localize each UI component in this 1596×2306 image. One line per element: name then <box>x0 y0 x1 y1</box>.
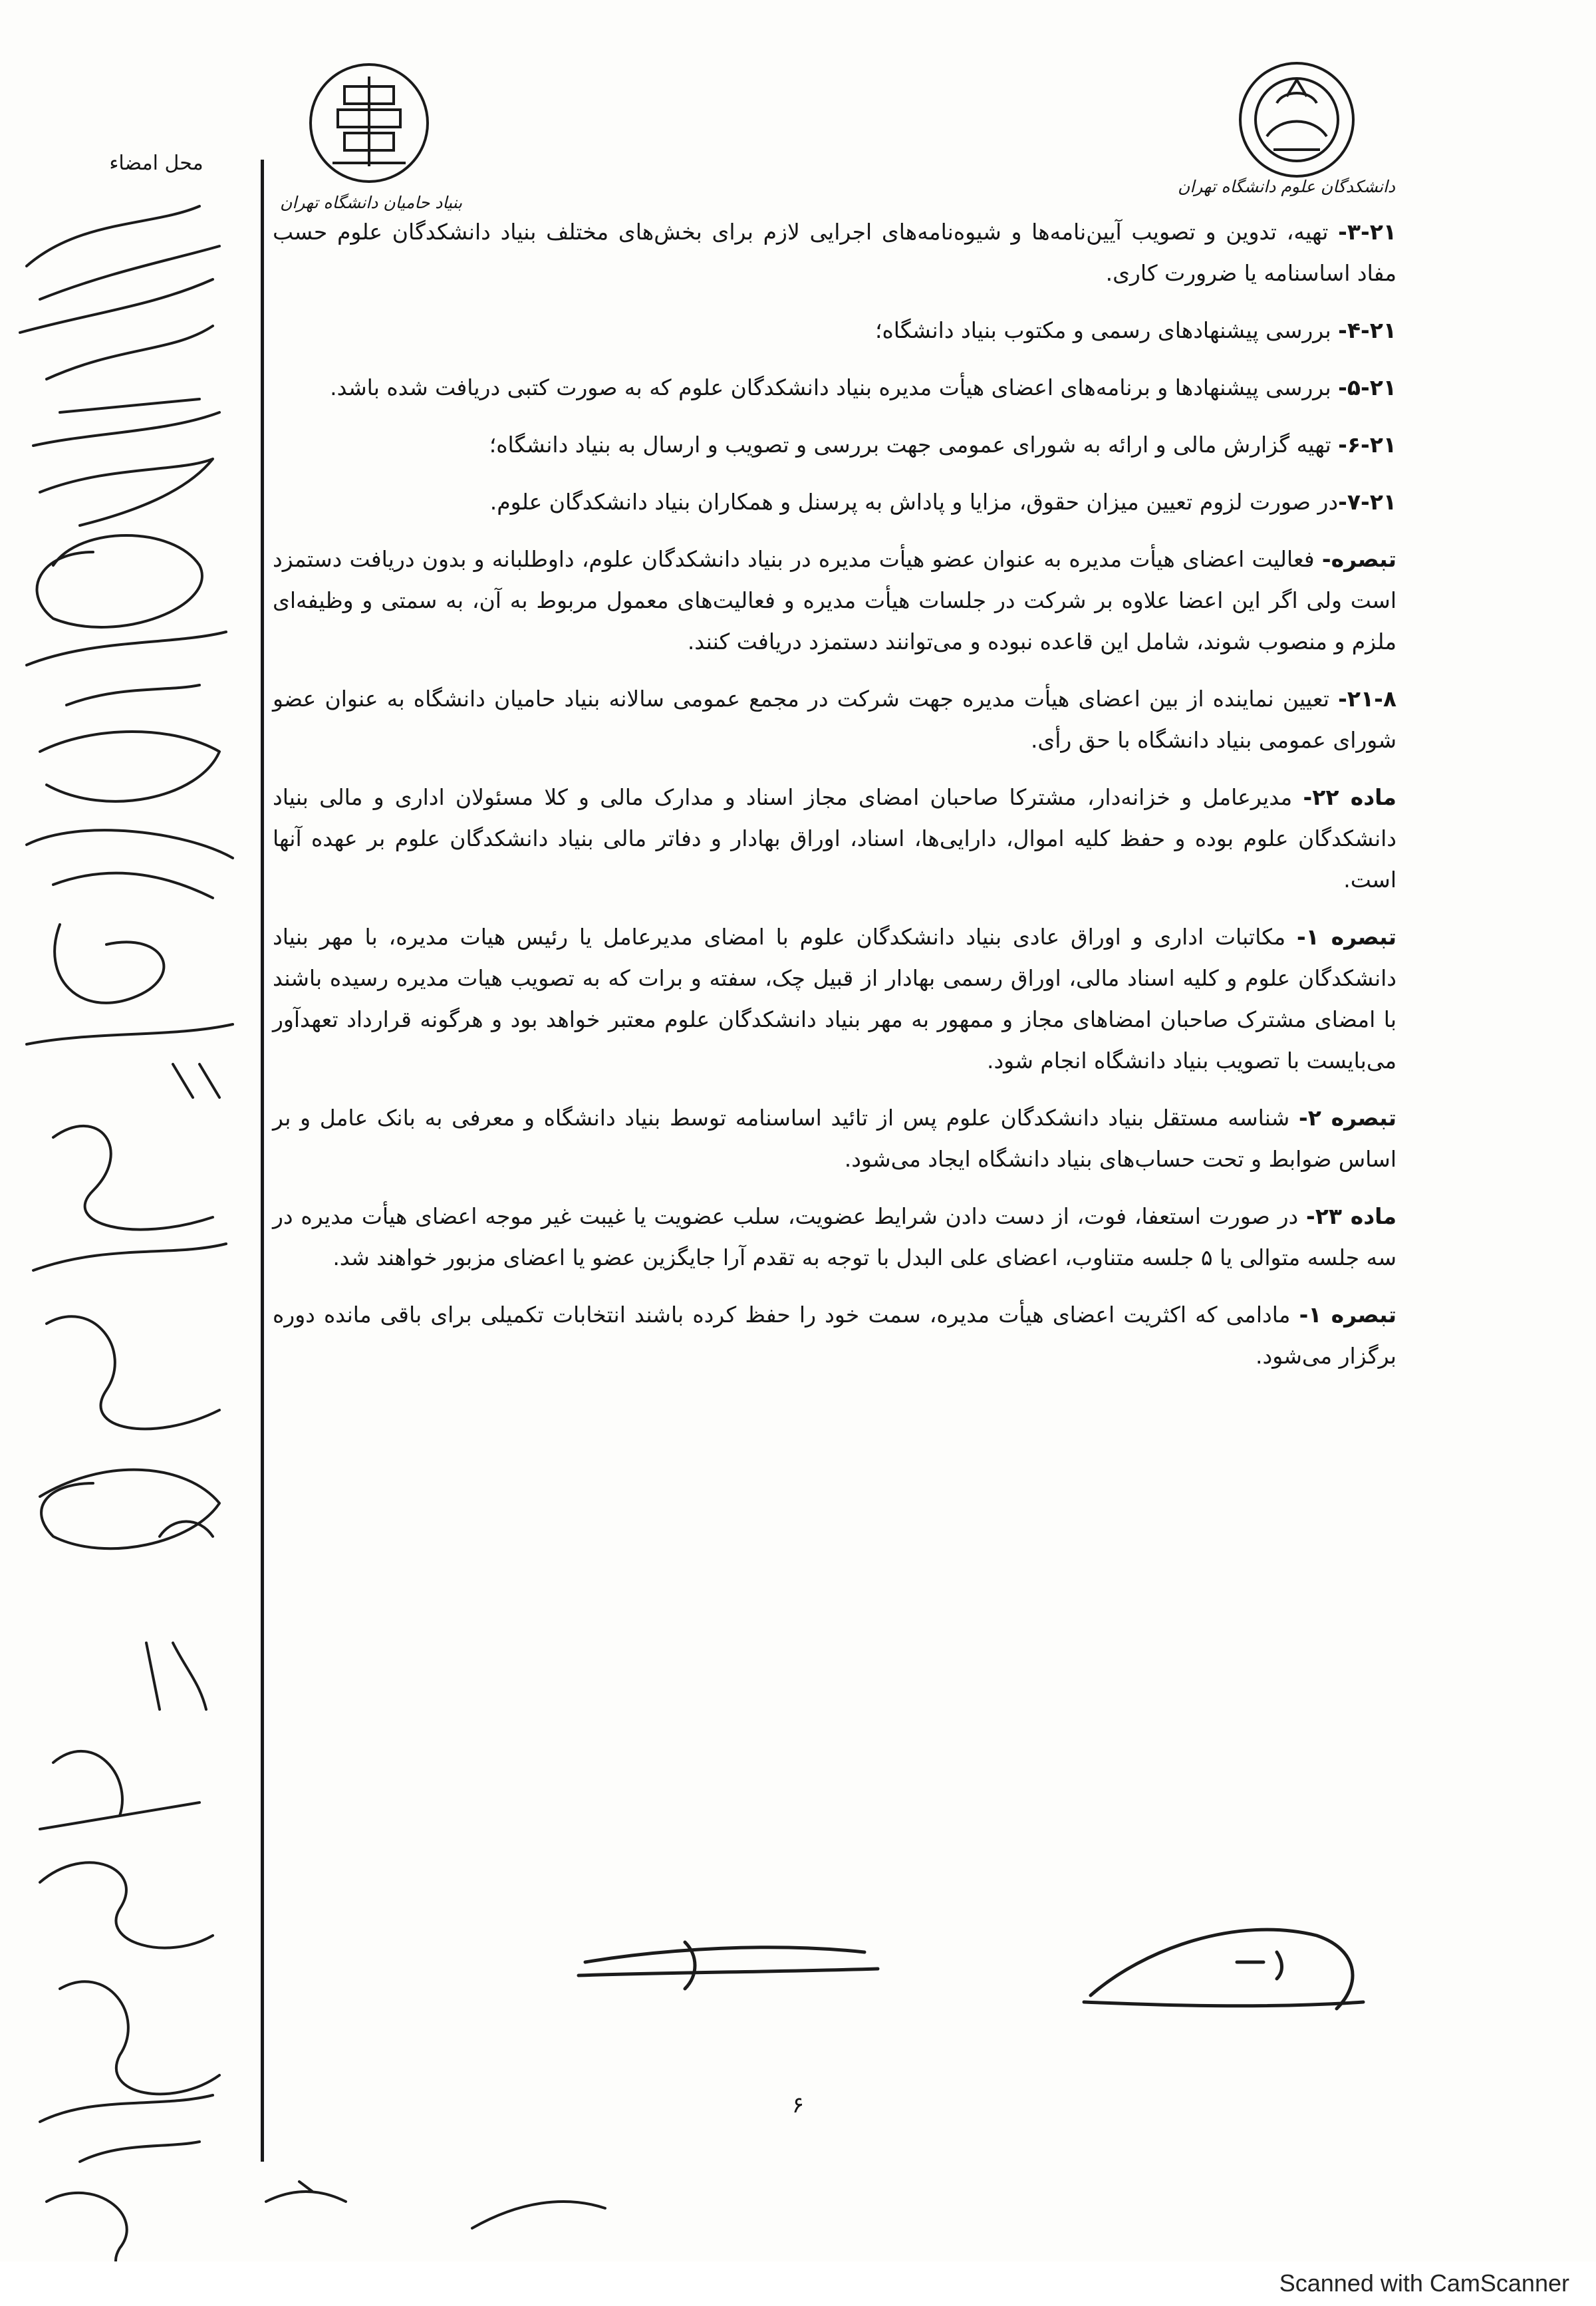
article-22 <box>273 777 1396 901</box>
clause-21-7 <box>273 482 1396 523</box>
article-label: ماده ۲۲- <box>1303 784 1396 810</box>
note-label: تبصره ۱- <box>1296 924 1396 950</box>
signature-area-label: محل امضاء <box>109 152 203 175</box>
note-22-2 <box>273 1097 1396 1180</box>
note-22-1 <box>273 917 1396 1081</box>
note-label: تبصره ۱- <box>1299 1302 1396 1328</box>
article-text: در صورت استعفا، فوت، از دست دادن شرایط عضویت، سلب عضویت یا غیبت غیر موجه اعضای هیأت مدیره در سه جلسه متوالی یا ۵ جلسه متناوب، اعضای علی البدل با توجه به تقدم آرا جایگزین عضو یا اعضای مزبور خواهند شد. <box>273 1203 1396 1270</box>
clause-21-5 <box>273 367 1396 408</box>
article-text: مدیرعامل و خزانه‌دار، مشترکا صاحبان امضای مجاز اسناد و مدارک مالی و کلا مسئولان اداری و مالی بنیاد دانشکدگان علوم بوده و حفظ کلیه اموال، دارایی‌ها، اسناد، اوراق بهادار و دفاتر مالی بنیاد دانشکدگان علوم بر عهده آنها است. <box>273 784 1396 893</box>
scanner-watermark-text: Scanned with CamScanner <box>1279 2269 1569 2297</box>
page-number: ۶ <box>791 2092 805 2118</box>
university-emblem-icon <box>1217 57 1377 190</box>
note-text: شناسه مستقل بنیاد دانشکدگان علوم پس از تائید اساسنامه توسط بنیاد دانشگاه و معرفی به بانک عامل و بر اساس ضوابط و تحت حساب‌های بنیاد دانشگاه ایجاد می‌شود. <box>273 1105 1396 1172</box>
article-23 <box>273 1196 1396 1278</box>
foundation-seal-icon <box>293 57 446 190</box>
clause-text: بررسی پیشنهادها و برنامه‌های اعضای هیأت مدیره بنیاد دانشکدگان علوم که به صورت کتبی دریافت شده باشد. <box>330 374 1339 400</box>
clause-text: تهیه، تدوین و تصویب آیین‌نامه‌ها و شیوه‌نامه‌های اجرایی لازم برای بخش‌های مختلف بنیاد دانشکدگان علوم حسب مفاد اساسنامه یا ضرورت کاری. <box>273 219 1396 286</box>
clause-number: ۵-۲۱- <box>1338 374 1396 400</box>
note-label: تبصره ۲- <box>1299 1105 1396 1131</box>
clause-number: ۷-۲۱- <box>1338 489 1396 515</box>
clause-number: ۲۱-۸- <box>1338 686 1396 712</box>
clause-21-3 <box>273 212 1396 294</box>
clause-number: ۳-۲۱- <box>1338 219 1396 245</box>
clause-text: تهیه گزارش مالی و ارائه به شورای عمومی جهت بررسی و تصویب و ارسال به بنیاد دانشگاه؛ <box>489 432 1339 458</box>
note-label: تبصره- <box>1321 546 1396 572</box>
foundation-logo-caption: بنیاد حامیان دانشگاه تهران <box>279 193 463 212</box>
note-text: فعالیت اعضای هیأت مدیره به عنوان عضو هیأت مدیره در بنیاد دانشکدگان علوم، داوطلبانه و بدون دریافت دستمزد است ولی اگر این اعضا علاوه بر شرکت در جلسات هیأت مدیره و فعالیت‌های معمول مربوط به آن، به سمتی و وظیفه‌ای ملزم و منصوب شوند، شامل این قاعده نبوده و می‌توانند دستمزد دریافت کنند. <box>273 546 1396 654</box>
margin-signatures <box>0 180 259 2261</box>
footer-initials <box>253 2162 718 2248</box>
margin-divider <box>261 160 264 2162</box>
note-23-1 <box>273 1294 1396 1377</box>
clause-text: تعیین نماینده از بین اعضای هیأت مدیره جهت شرکت در مجمع عمومی سالانه بنیاد حامیان دانشگاه به عنوان عضو شورای عمومی بنیاد دانشگاه با حق رأی. <box>273 686 1396 753</box>
note-text: مکاتبات اداری و اوراق عادی بنیاد دانشکدگان علوم با امضای مدیرعامل یا رئیس هیات مدیره، با مهر بنیاد دانشکدگان علوم و کلیه اسناد مالی، اوراق رسمی بهادار از قبیل چک، سفته و برات که به تصویب هیات مدیره رسیده باشند با امضای مشترک صاحبان امضاهای مجاز و ممهور به مهر بنیاد دانشکدگان علوم معتبر خواهد بود و هرگونه قرارداد تعهدآور می‌بایست با تصویب بنیاد دانشگاه انجام شود. <box>273 924 1396 1074</box>
clause-number: ۴-۲۱- <box>1338 317 1396 343</box>
clause-text: بررسی پیشنهادهای رسمی و مکتوب بنیاد دانشگاه؛ <box>874 317 1339 343</box>
clause-21-8 <box>273 678 1396 761</box>
note-text: مادامی که اکثریت اعضای هیأت مدیره، سمت خود را حفظ کرده باشند انتخابات تکمیلی برای باقی مانده دوره برگزار می‌شود. <box>273 1302 1396 1369</box>
clause-text: در صورت لزوم تعیین میزان حقوق، مزایا و پاداش به پرسنل و همکاران بنیاد دانشکدگان علوم. <box>489 489 1339 515</box>
bottom-signatures <box>266 1889 1430 2062</box>
clause-number: ۶-۲۱- <box>1338 432 1396 458</box>
document-body <box>273 212 1396 1393</box>
article-label: ماده ۲۳- <box>1305 1203 1396 1229</box>
note-21 <box>273 539 1396 662</box>
clause-21-4 <box>273 310 1396 351</box>
clause-21-6 <box>273 424 1396 466</box>
university-logo-caption: دانشکدگان علوم دانشگاه تهران <box>1177 177 1395 196</box>
